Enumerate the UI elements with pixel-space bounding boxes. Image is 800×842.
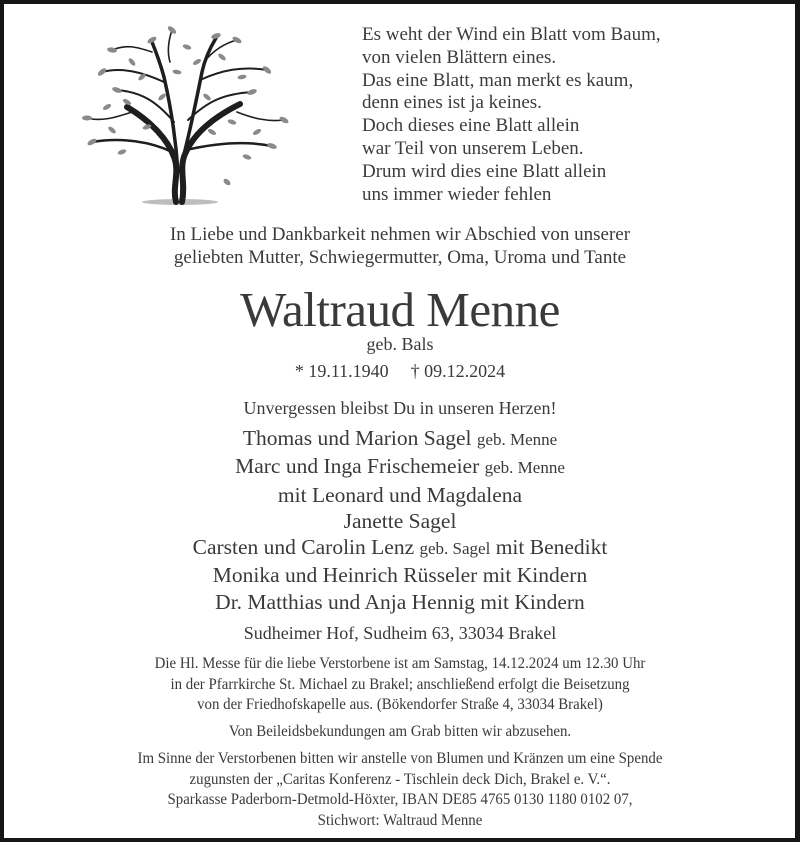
donation-line: Sparkasse Paderborn-Detmold-Höxter, IBAN DE85 4765 0130 1180 0102 07, <box>167 791 633 808</box>
condolence-note: Von Beileidsbekundungen am Grab bitten wir abzusehen. <box>228 723 572 740</box>
intro-line: In Liebe und Dankbarkeit nehmen wir Abschied von unserer <box>169 224 631 245</box>
poem-line: Doch dieses eine Blatt allein <box>362 115 580 137</box>
mourner-line <box>4 453 796 481</box>
mourner-names: mit Leonard und Magdalena <box>277 482 523 507</box>
death-cross-icon: † <box>410 361 420 381</box>
service-info-line: von der Friedhofskapelle aus. (Bökendorfer Straße 4, 33034 Brakel) <box>197 696 603 713</box>
remembrance-line: Unvergessen bleibst Du in unseren Herzen! <box>243 398 557 418</box>
poem-line: von vielen Blättern eines. <box>362 46 557 68</box>
intro-line: geliebten Mutter, Schwiegermutter, Oma, Uroma und Tante <box>173 247 627 268</box>
mourner-maiden-name: geb. Sagel <box>419 539 491 559</box>
mourner-line <box>4 589 796 615</box>
donation-line: Stichwort: Waltraud Menne <box>317 811 483 829</box>
donation-request <box>32 749 769 831</box>
service-info-line: Die Hl. Messe für die liebe Verstorbene ist am Samstag, 14.12.2024 um 12.30 Uhr <box>154 655 646 672</box>
mourner-names: Dr. Matthias und Anja Hennig mit Kindern <box>215 589 585 614</box>
mourner-line <box>4 508 796 534</box>
deceased-name: Waltraud Menne <box>240 282 560 337</box>
mourner-maiden-name: geb. Menne <box>484 458 565 478</box>
maiden-name: geb. Bals <box>366 334 434 354</box>
service-info <box>32 654 769 716</box>
intro-text <box>4 223 796 269</box>
family-address: Sudheimer Hof, Sudheim 63, 33034 Brakel <box>243 623 557 643</box>
poem-line: war Teil von unserem Leben. <box>362 137 584 159</box>
poem-line: uns immer wieder fehlen <box>362 183 552 205</box>
mourner-names: Marc und Inga Frischemeier <box>235 454 480 479</box>
donation-line: Im Sinne der Verstorbenen bitten wir anstelle von Blumen und Kränzen um eine Spende <box>137 750 663 767</box>
mourner-children: mit Benedikt <box>495 535 608 560</box>
donation-line: zugunsten der „Caritas Konferenz - Tischlein deck Dich, Brakel e. V.“. <box>189 770 611 788</box>
mourner-names: Carsten und Carolin Lenz <box>192 535 415 560</box>
mourner-maiden-name: geb. Menne <box>476 430 558 449</box>
life-dates <box>4 360 796 382</box>
mourner-names: Janette Sagel <box>343 508 457 533</box>
mourner-names: Thomas und Marion Sagel <box>242 426 472 450</box>
service-info-line: in der Pfarrkirche St. Michael zu Brakel; anschließend erfolgt die Beisetzung <box>170 675 630 693</box>
birth-symbol-icon: * <box>294 361 304 381</box>
poem-line: Es weht der Wind ein Blatt vom Baum, <box>362 24 661 45</box>
poem-line: Das eine Blatt, man merkt es kaum, <box>362 69 634 91</box>
mourners-list <box>4 425 796 615</box>
mourner-line <box>4 534 796 562</box>
mourner-line <box>4 482 796 508</box>
tree-with-falling-leaf-icon <box>72 22 292 206</box>
birth-date: 19.11.1940 <box>308 361 389 381</box>
poem-line: Drum wird dies eine Blatt allein <box>362 160 607 182</box>
mourner-line <box>4 425 796 453</box>
poem-line: denn eines ist ja keines. <box>362 92 542 114</box>
death-date: 09.12.2024 <box>424 361 506 381</box>
poem <box>362 24 661 206</box>
mourner-names: Monika und Heinrich Rüsseler mit Kindern <box>212 563 588 588</box>
mourner-line <box>4 562 796 588</box>
